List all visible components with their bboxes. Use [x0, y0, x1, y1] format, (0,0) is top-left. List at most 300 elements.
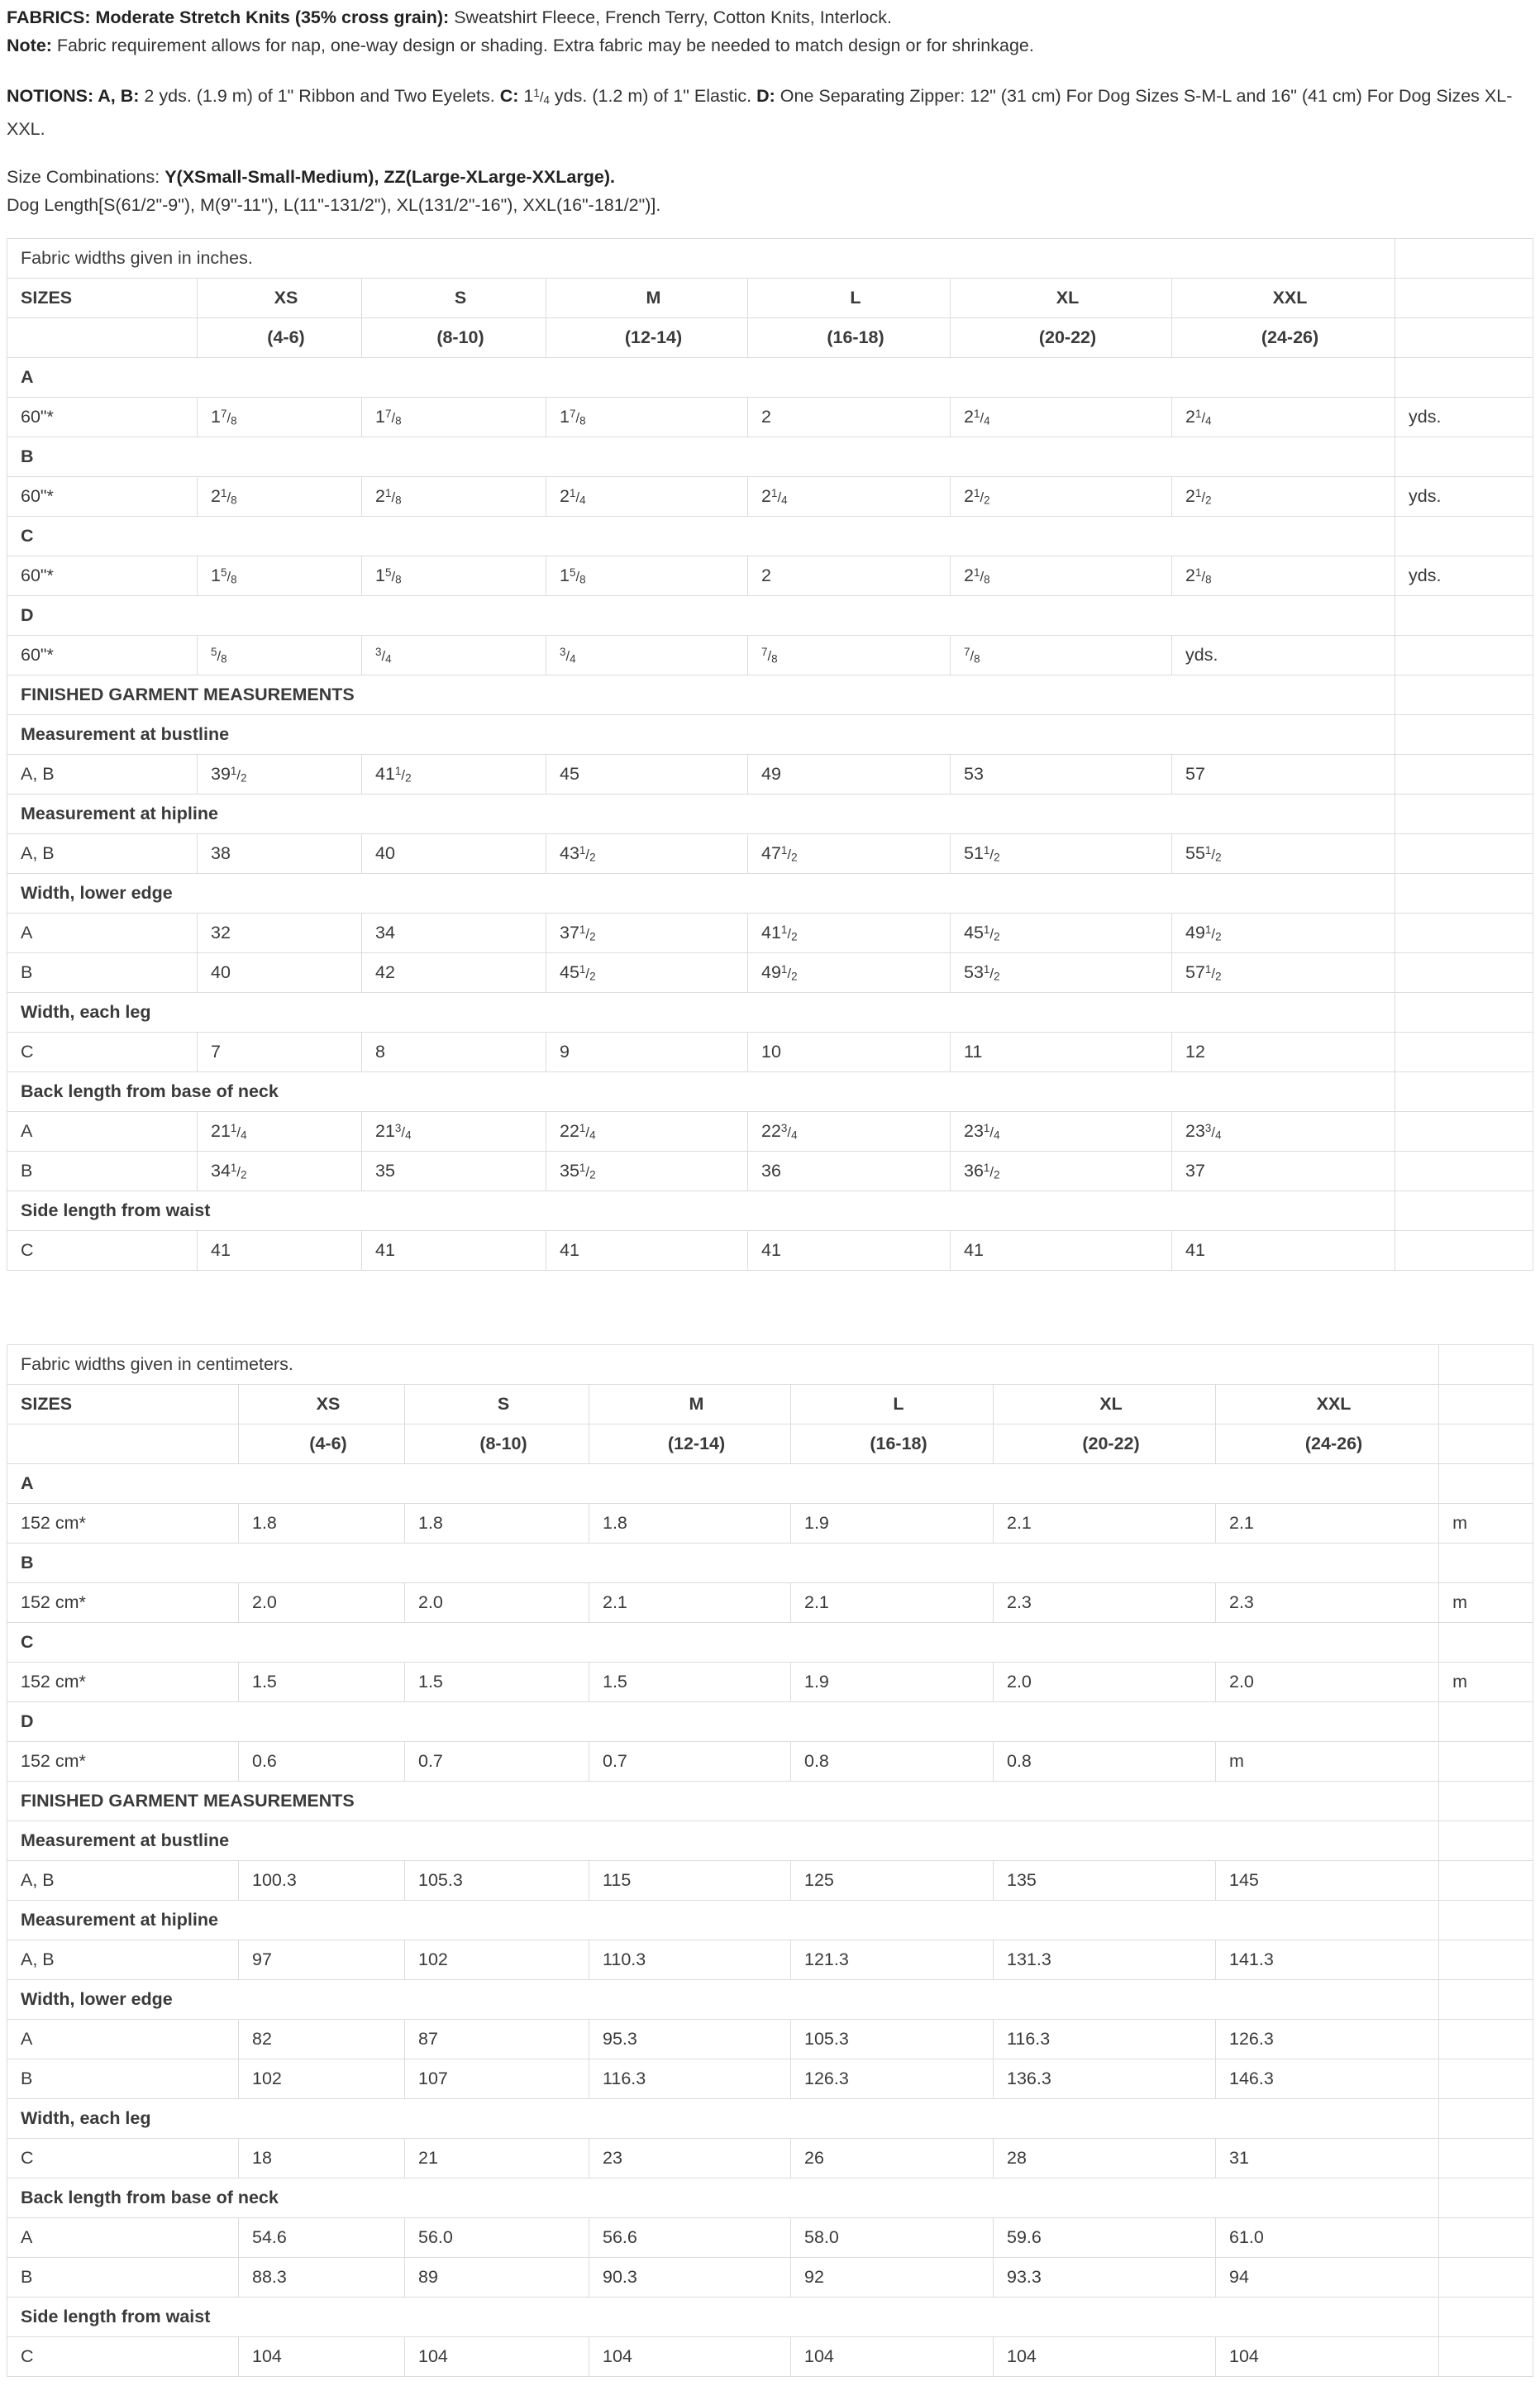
measurement-value: $41^1/2$ [362, 755, 546, 795]
size-range-header: (4-6) [198, 318, 362, 358]
view-label-row [7, 358, 1533, 398]
yardage-value: 1.5 [405, 1663, 589, 1702]
spacer-cell [1395, 239, 1533, 279]
measurement-title-row [7, 1901, 1533, 1940]
fabric-row [7, 1504, 1533, 1544]
measurement-value: 41 [951, 1231, 1172, 1271]
measurement-value: 56.6 [589, 2218, 791, 2258]
measurement-value: 93.3 [994, 2258, 1216, 2298]
measurement-value: $43^1/2$ [546, 834, 748, 874]
fabric-width: 60"* [7, 636, 198, 675]
yardage-value: 2.1 [589, 1583, 791, 1623]
measurement-row [7, 2337, 1533, 2377]
size-range-header: (12-14) [589, 1424, 791, 1464]
notions-c-text: yds. (1.2 m) of 1" Elastic. [549, 86, 757, 107]
yardage-value: 0.7 [405, 1742, 589, 1782]
measurement-title-row [7, 993, 1533, 1033]
spacer-cell [1395, 358, 1533, 398]
notions-label: NOTIONS: A, B: [7, 86, 140, 107]
spacer-cell [1395, 914, 1533, 953]
size-header: XXL [1172, 279, 1395, 318]
finished-measurements-heading: FINISHED GARMENT MEASUREMENTS [7, 1782, 1439, 1821]
finished-header-row [7, 675, 1533, 715]
spacer-cell [1439, 2020, 1533, 2059]
measurement-value: 12 [1172, 1033, 1395, 1072]
measurement-value: 26 [791, 2139, 994, 2178]
fabric-row [7, 556, 1533, 596]
sizes-label: SIZES [7, 279, 198, 318]
measurement-value: 146.3 [1216, 2059, 1439, 2099]
view-label: A [7, 358, 1395, 398]
measurement-value: 116.3 [994, 2020, 1216, 2059]
measurement-title-row [7, 1821, 1533, 1861]
yardage-value: 2.0 [1216, 1663, 1439, 1702]
spacer-cell [1439, 2258, 1533, 2298]
yardage-value: 1.9 [791, 1663, 994, 1702]
measurement-title: Back length from base of neck [7, 1072, 1395, 1112]
spacer-cell [1439, 2059, 1533, 2099]
fabrics-line [7, 3, 1532, 31]
notions-d-label: D: [756, 86, 775, 107]
measurement-value: 104 [1216, 2337, 1439, 2377]
measurement-view: A, B [7, 834, 198, 874]
note-label: Note: [7, 36, 52, 55]
measurement-value: 53 [951, 755, 1172, 795]
measurement-row [7, 1033, 1533, 1072]
spacer-cell [1439, 2337, 1533, 2377]
measurement-value: 88.3 [239, 2258, 405, 2298]
pattern-intro [7, 3, 1532, 219]
measurement-value: 8 [362, 1033, 546, 1072]
notions-c-denominator: 4 [543, 93, 550, 107]
spacer-cell [1439, 1742, 1533, 1782]
size-header: XXL [1216, 1385, 1439, 1424]
measurement-title-row [7, 1980, 1533, 2020]
fabric-row [7, 477, 1533, 517]
measurement-value: 97 [239, 1940, 405, 1980]
size-combinations-value: Y(XSmall-Small-Medium), ZZ(Large-XLarge-XXLarge). [164, 166, 615, 187]
measurement-value: $47^1/2$ [748, 834, 951, 874]
spacer-cell [1439, 1424, 1533, 1464]
size-header: S [405, 1385, 589, 1424]
measurement-value: 82 [239, 2020, 405, 2059]
measurement-value: 104 [405, 2337, 589, 2377]
measurement-row [7, 1112, 1533, 1152]
measurement-view: C [7, 1231, 198, 1271]
measurement-title-row [7, 2178, 1533, 2218]
view-label: D [7, 1702, 1439, 1742]
table-caption: Fabric widths given in inches. [7, 239, 1395, 279]
finished-header-row [7, 1782, 1533, 1821]
yardage-value: $^3$/4 [362, 636, 546, 675]
fabric-width: 152 cm* [7, 1663, 239, 1702]
measurement-value: 21 [405, 2139, 589, 2178]
measurement-value: 45 [546, 755, 748, 795]
measurement-title: Width, each leg [7, 993, 1395, 1033]
measurement-value: $22^3/4$ [748, 1112, 951, 1152]
measurement-value: $57^1/2$ [1172, 953, 1395, 993]
measurement-value: 105.3 [791, 2020, 994, 2059]
measurement-value: 94 [1216, 2258, 1439, 2298]
measurement-view: B [7, 2258, 239, 2298]
yardage-value: 2.1 [1216, 1504, 1439, 1544]
measurement-value: 110.3 [589, 1940, 791, 1980]
measurement-view: A [7, 914, 198, 953]
measurement-value: $51^1/2$ [951, 834, 1172, 874]
size-header: L [748, 279, 951, 318]
measurement-title: Measurement at bustline [7, 715, 1395, 755]
yardage-value: 2.0 [239, 1583, 405, 1623]
measurement-value: 105.3 [405, 1861, 589, 1901]
sizes-label: SIZES [7, 1385, 239, 1424]
measurement-row [7, 755, 1533, 795]
measurement-value: 40 [362, 834, 546, 874]
measurement-row [7, 2258, 1533, 2298]
view-label-row [7, 517, 1533, 556]
measurement-value: 37 [1172, 1152, 1395, 1191]
measurement-value: 40 [198, 953, 362, 993]
measurement-row [7, 914, 1533, 953]
spacer-cell [1439, 2218, 1533, 2258]
measurement-title-row [7, 2099, 1533, 2139]
view-label: B [7, 437, 1395, 477]
measurement-value: 145 [1216, 1861, 1439, 1901]
size-range-header: (4-6) [239, 1424, 405, 1464]
unit-label: yds. [1395, 556, 1533, 596]
view-label-row [7, 1623, 1533, 1663]
ranges-header-row [7, 318, 1533, 358]
measurement-value: 56.0 [405, 2218, 589, 2258]
spacer-cell [1439, 1464, 1533, 1504]
spacer-cell [1395, 874, 1533, 914]
measurement-title: Width, lower edge [7, 1980, 1439, 2020]
size-range-header: (24-26) [1172, 318, 1395, 358]
measurement-value: 131.3 [994, 1940, 1216, 1980]
measurement-row [7, 1152, 1533, 1191]
spacer-cell [1439, 1861, 1533, 1901]
notions-line [7, 79, 1532, 143]
measurement-value: 100.3 [239, 1861, 405, 1901]
spacer-cell [1439, 2178, 1533, 2218]
measurement-value: 102 [405, 1940, 589, 1980]
yardage-value: 2.0 [405, 1583, 589, 1623]
measurement-value: 59.6 [994, 2218, 1216, 2258]
measurement-value: $21^3/4$ [362, 1112, 546, 1152]
measurement-value: 92 [791, 2258, 994, 2298]
measurement-view: C [7, 2337, 239, 2377]
note-text: Fabric requirement allows for nap, one-way design or shading. Extra fabric may be needed to match design or for shrinkage. [51, 36, 1034, 55]
measurement-value: 49 [748, 755, 951, 795]
measurement-value: $37^1/2$ [546, 914, 748, 953]
measurement-title: Width, each leg [7, 2099, 1439, 2139]
yardage-value: 0.6 [239, 1742, 405, 1782]
measurement-value: 38 [198, 834, 362, 874]
spacer-cell [1395, 834, 1533, 874]
size-range-header: (20-22) [994, 1424, 1216, 1464]
measurement-title-row [7, 2298, 1533, 2337]
spacer-cell [1395, 318, 1533, 358]
measurement-value: 41 [198, 1231, 362, 1271]
size-combinations-line [7, 163, 1532, 191]
spacer-cell [1395, 1152, 1533, 1191]
size-range-header: (16-18) [748, 318, 951, 358]
measurement-value: $23^3/4$ [1172, 1112, 1395, 1152]
measurement-value: $49^1/2$ [748, 953, 951, 993]
yardage-value: 2.1 [994, 1504, 1216, 1544]
yardage-value: $2^1/2$ [1172, 477, 1395, 517]
spacer-cell [1395, 636, 1533, 675]
unit-label: yds. [1172, 636, 1395, 675]
dog-length-line: Dog Length[S(61/2"-9"), M(9"-11"), L(11"-131/2"), XL(131/2"-16"), XXL(16"-181/2")]. [7, 194, 661, 215]
measurement-value: 104 [239, 2337, 405, 2377]
spacer-cell [1395, 1033, 1533, 1072]
fabric-width: 152 cm* [7, 1583, 239, 1623]
spacer-cell [1439, 2298, 1533, 2337]
measurement-value: $34^1/2$ [198, 1152, 362, 1191]
measurement-title-row [7, 874, 1533, 914]
unit-label: yds. [1395, 477, 1533, 517]
yardage-value: $2^1/8$ [1172, 556, 1395, 596]
sizes-header-row [7, 1385, 1533, 1424]
yardage-value: $1^5/8$ [198, 556, 362, 596]
measurement-value: 104 [791, 2337, 994, 2377]
spacer-cell [1395, 437, 1533, 477]
unit-label: m [1439, 1663, 1533, 1702]
measurement-value: 58.0 [791, 2218, 994, 2258]
measurement-value: 61.0 [1216, 2218, 1439, 2258]
measurement-value: 41 [362, 1231, 546, 1271]
size-range-header: (16-18) [791, 1424, 994, 1464]
yardage-value: 1.8 [589, 1504, 791, 1544]
yardage-value: $1^5/8$ [362, 556, 546, 596]
unit-label: m [1439, 1583, 1533, 1623]
measurement-title: Width, lower edge [7, 874, 1395, 914]
yardage-value: $^7$/8 [951, 636, 1172, 675]
measurement-value: 141.3 [1216, 1940, 1439, 1980]
notions-c-label: C: [499, 86, 519, 107]
spacer-cell [1395, 596, 1533, 636]
size-range-header: (20-22) [951, 318, 1172, 358]
measurement-value: 115 [589, 1861, 791, 1901]
spacer-cell [1395, 1072, 1533, 1112]
measurement-value: 89 [405, 2258, 589, 2298]
spacer-cell [1439, 1702, 1533, 1742]
measurement-value: 87 [405, 2020, 589, 2059]
yardage-value: $1^7/8$ [362, 398, 546, 437]
view-label-row [7, 1464, 1533, 1504]
spacer-cell [1395, 795, 1533, 834]
measurement-value: $35^1/2$ [546, 1152, 748, 1191]
measurement-value: 57 [1172, 755, 1395, 795]
fabric-row [7, 1583, 1533, 1623]
measurement-value: 9 [546, 1033, 748, 1072]
spacer-cell [1439, 1980, 1533, 2020]
measurement-row [7, 2020, 1533, 2059]
measurement-row [7, 1940, 1533, 1980]
measurement-row [7, 2218, 1533, 2258]
measurement-value: 107 [405, 2059, 589, 2099]
measurement-row [7, 834, 1533, 874]
yardage-value: 0.7 [589, 1742, 791, 1782]
spacer-cell [1395, 1112, 1533, 1152]
yardage-value: 1.9 [791, 1504, 994, 1544]
fabric-width: 60"* [7, 398, 198, 437]
fabric-width: 152 cm* [7, 1742, 239, 1782]
measurement-value: $21^1/4$ [198, 1112, 362, 1152]
notions-d-text: One Separating Zipper: 12" (31 cm) For Dog Sizes S-M-L and 16" (41 cm) For Dog Sizes XL-XXL. [7, 86, 1513, 139]
measurement-value: 126.3 [791, 2059, 994, 2099]
measurement-value: 42 [362, 953, 546, 993]
spacer-cell [1439, 1345, 1533, 1385]
yardage-value: 1.5 [239, 1663, 405, 1702]
table-caption: Fabric widths given in centimeters. [7, 1345, 1439, 1385]
spacer-cell [1439, 1385, 1533, 1424]
blank-cell [7, 318, 198, 358]
fabrics-text: Sweatshirt Fleece, French Terry, Cotton Knits, Interlock. [449, 7, 892, 27]
yardage-value: 0.8 [994, 1742, 1216, 1782]
yardage-value: $1^7/8$ [198, 398, 362, 437]
yardage-value: 1.8 [239, 1504, 405, 1544]
spacer-cell [1395, 953, 1533, 993]
measurement-value: 95.3 [589, 2020, 791, 2059]
finished-measurements-heading: FINISHED GARMENT MEASUREMENTS [7, 675, 1395, 715]
view-label: C [7, 517, 1395, 556]
yardage-value: $1^5/8$ [546, 556, 748, 596]
measurement-value: 116.3 [589, 2059, 791, 2099]
measurement-view: A, B [7, 1861, 239, 1901]
fabric-row [7, 636, 1533, 675]
unit-label: m [1216, 1742, 1439, 1782]
yardage-value: 1.8 [405, 1504, 589, 1544]
size-range-header: (24-26) [1216, 1424, 1439, 1464]
spacer-cell [1439, 2139, 1533, 2178]
size-header: XS [198, 279, 362, 318]
measurement-row [7, 953, 1533, 993]
measurement-value: 104 [994, 2337, 1216, 2377]
size-header: XL [951, 279, 1172, 318]
measurement-title: Measurement at hipline [7, 795, 1395, 834]
yardage-value: $^3$/4 [546, 636, 748, 675]
yardage-value: $^7$/8 [748, 636, 951, 675]
measurement-value: $49^1/2$ [1172, 914, 1395, 953]
measurement-value: 136.3 [994, 2059, 1216, 2099]
size-range-header: (12-14) [546, 318, 748, 358]
spacer-cell [1395, 675, 1533, 715]
fabrics-label: FABRICS: Moderate Stretch Knits (35% cross grain): [7, 7, 450, 27]
notions-c-fraction: $^1$/4 [533, 87, 550, 107]
measurement-view: A, B [7, 755, 198, 795]
spacer-cell [1439, 1821, 1533, 1861]
view-label-row [7, 1544, 1533, 1583]
measurement-value: 23 [589, 2139, 791, 2178]
measurement-value: 135 [994, 1861, 1216, 1901]
measurement-value: $55^1/2$ [1172, 834, 1395, 874]
measurement-value: 41 [1172, 1231, 1395, 1271]
yardage-value: $2^1/4$ [951, 398, 1172, 437]
measurement-row [7, 2139, 1533, 2178]
spacer-cell [1395, 1231, 1533, 1271]
measurement-view: B [7, 953, 198, 993]
measurement-view: A [7, 2218, 239, 2258]
size-header: S [362, 279, 546, 318]
yardage-value: 1.5 [589, 1663, 791, 1702]
measurement-row [7, 2059, 1533, 2099]
fabric-width: 60"* [7, 477, 198, 517]
fabric-row [7, 398, 1533, 437]
yardage-value: 0.8 [791, 1742, 994, 1782]
unit-label: yds. [1395, 398, 1533, 437]
yardage-value: $2^1/4$ [748, 477, 951, 517]
measurement-value: 121.3 [791, 1940, 994, 1980]
measurement-value: $41^1/2$ [748, 914, 951, 953]
measurement-value: 28 [994, 2139, 1216, 2178]
measurement-row [7, 1861, 1533, 1901]
measurement-view: B [7, 2059, 239, 2099]
measurement-title: Measurement at hipline [7, 1901, 1439, 1940]
measurement-value: $53^1/2$ [951, 953, 1172, 993]
measurement-value: 126.3 [1216, 2020, 1439, 2059]
note-line [7, 31, 1532, 60]
measurement-value: 10 [748, 1033, 951, 1072]
spacer-cell [1395, 279, 1533, 318]
size-header: L [791, 1385, 994, 1424]
spacer-cell [1439, 1782, 1533, 1821]
view-label-row [7, 596, 1533, 636]
measurement-value: 104 [589, 2337, 791, 2377]
measurement-value: $22^1/4$ [546, 1112, 748, 1152]
spacer-cell [1395, 1191, 1533, 1231]
yardage-value: $2^1/8$ [362, 477, 546, 517]
measurement-title: Back length from base of neck [7, 2178, 1439, 2218]
caption-row [7, 239, 1533, 279]
yardage-value: 2.0 [994, 1663, 1216, 1702]
spacer-cell [1395, 755, 1533, 795]
size-header: M [546, 279, 748, 318]
size-range-header: (8-10) [362, 318, 546, 358]
blank-cell [7, 1424, 239, 1464]
measurement-title: Side length from waist [7, 2298, 1439, 2337]
notions-ab-text: 2 yds. (1.9 m) of 1" Ribbon and Two Eyelets. [139, 86, 500, 107]
measurement-value: 11 [951, 1033, 1172, 1072]
size-table-inches [7, 238, 1533, 1271]
spacer-cell [1439, 1940, 1533, 1980]
fabric-row [7, 1663, 1533, 1702]
measurement-row [7, 1231, 1533, 1271]
measurement-title-row [7, 795, 1533, 834]
notions-c-numerator: 1 [533, 87, 540, 99]
measurement-value: 125 [791, 1861, 994, 1901]
measurement-view: A, B [7, 1940, 239, 1980]
view-label: A [7, 1464, 1439, 1504]
measurement-value: 90.3 [589, 2258, 791, 2298]
spacer-cell [1395, 715, 1533, 755]
measurement-title: Measurement at bustline [7, 1821, 1439, 1861]
measurement-value: 35 [362, 1152, 546, 1191]
unit-label: m [1439, 1504, 1533, 1544]
yardage-value: $2^1/4$ [546, 477, 748, 517]
measurement-value: 34 [362, 914, 546, 953]
yardage-value: $2^1/8$ [951, 556, 1172, 596]
notions-c-whole: 1 [518, 86, 534, 107]
measurement-view: C [7, 2139, 239, 2178]
measurement-view: C [7, 1033, 198, 1072]
sizes-header-row [7, 279, 1533, 318]
view-label: C [7, 1623, 1439, 1663]
measurement-value: $45^1/2$ [951, 914, 1172, 953]
size-header: XS [239, 1385, 405, 1424]
measurement-view: A [7, 1112, 198, 1152]
measurement-value: 102 [239, 2059, 405, 2099]
